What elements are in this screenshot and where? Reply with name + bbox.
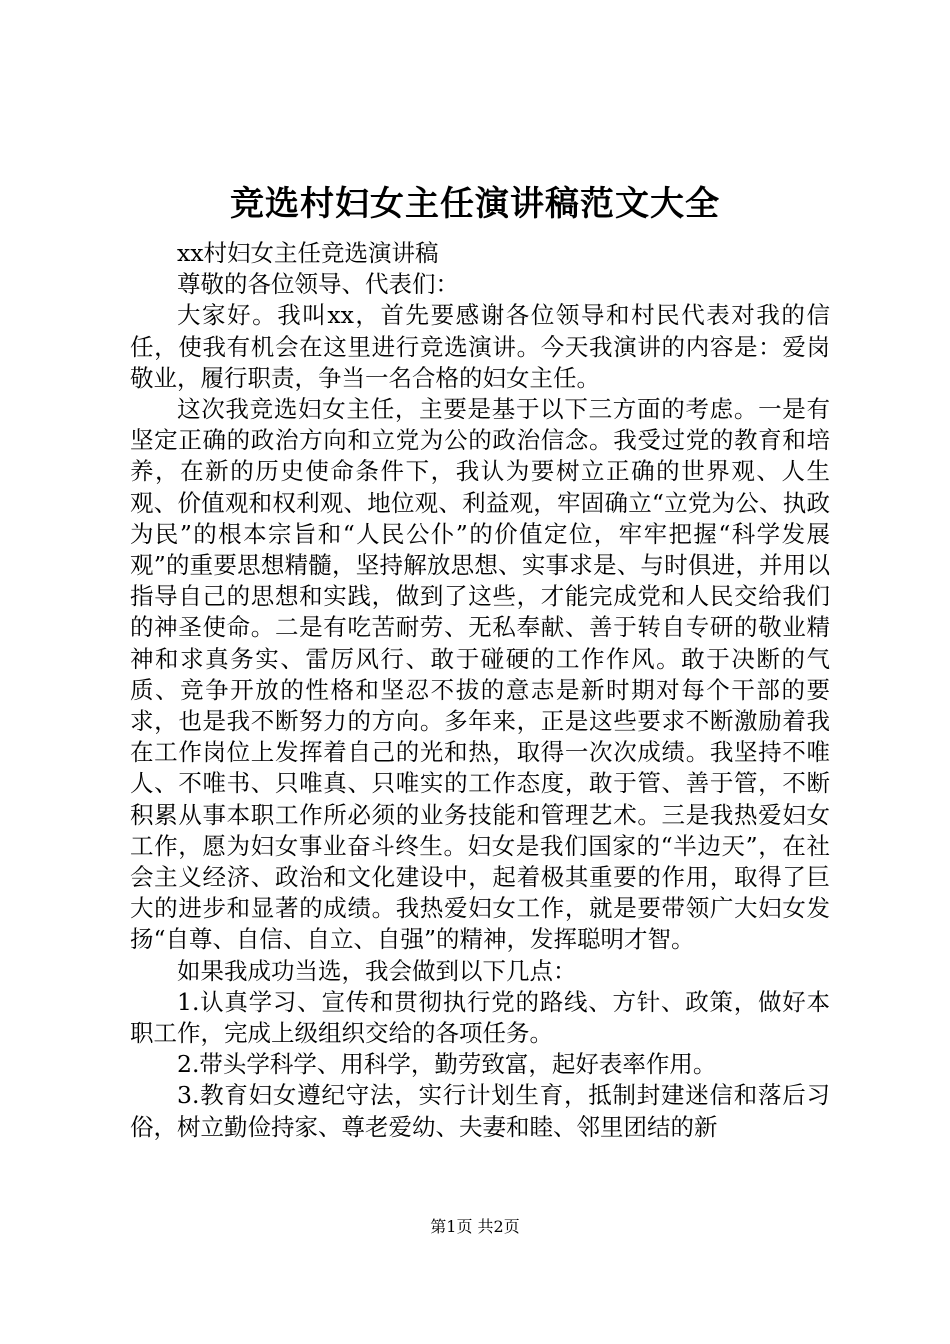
list-item-2: 2.带头学科学、用科学，勤劳致富，起好表率作用。 (177, 1050, 717, 1079)
paragraph-reasons: 这次我竞选妇女主任，主要是基于以下三方面的考虑。一是有坚定正确的政治方向和立党为公的政治信念。我受过党的教育和培养，在新的历史使命条件下，我认为要树立正确的世界观、人生观、价值观和权利观、地位观、利益观，牢固确立“立党为公、执政为民”的根本宗旨和“人民公仆”的价值定位，牢牢把握“科学发展观”的重要思想精髓，坚持解放思想、实事求是、与时俱进，并用以指导自己的思想和实践，做到了这些，才能完成党和人民交给我们的神圣使命。二是有吃苦耐劳、无私奉献、善于转自专研的敬业精神和求真务实、雷厉风行、敢于碰硬的工作作风。敢于决断的气质、竞争开放的性格和坚忍不拔的意志是新时期对每个干部的要求，也是我不断努力的方向。多年来，正是这些要求不断激励着我在工作岗位上发挥着自己的光和热，取得一次次成绩。我坚持不唯人、不唯书、只唯真、只唯实的工作态度，敢于管、善于管，不断积累从事本职工作所必须的业务技能和管理艺术。三是我热爱妇女工作，愿为妇女事业奋斗终生。妇女是我们国家的“半边天”，在社会主义经济、政治和文化建设中，起着极其重要的作用，取得了巨大的进步和显著的成绩。我热爱妇女工作，就是要带领广大妇女发扬“自尊、自信、自立、自强”的精神，发挥聪明才智。 (130, 395, 830, 954)
document-body (130, 238, 830, 1143)
document-title: 竞选村妇女主任演讲稿范文大全 (230, 184, 720, 224)
paragraph-intro: 大家好。我叫xx，首先要感谢各位领导和村民代表对我的信任，使我有机会在这里进行竞选演讲。今天我演讲的内容是：爱岗敬业，履行职责，争当一名合格的妇女主任。 (130, 301, 830, 392)
paragraph-heading: xx村妇女主任竞选演讲稿 (177, 239, 439, 267)
paragraph-commitment: 如果我成功当选，我会做到以下几点： (177, 956, 577, 985)
paragraph-salutation: 尊敬的各位领导、代表们： (177, 270, 459, 299)
page-footer: 第1页 共2页 (430, 1217, 520, 1236)
list-item-1: 1.认真学习、宣传和贯彻执行党的路线、方针、政策，做好本职工作，完成上级组织交给的各项任务。 (130, 987, 830, 1048)
list-item-3: 3.教育妇女遵纪守法，实行计划生育，抵制封建迷信和落后习俗，树立勤俭持家、尊老爱幼、夫妻和睦、邻里团结的新 (130, 1081, 830, 1141)
